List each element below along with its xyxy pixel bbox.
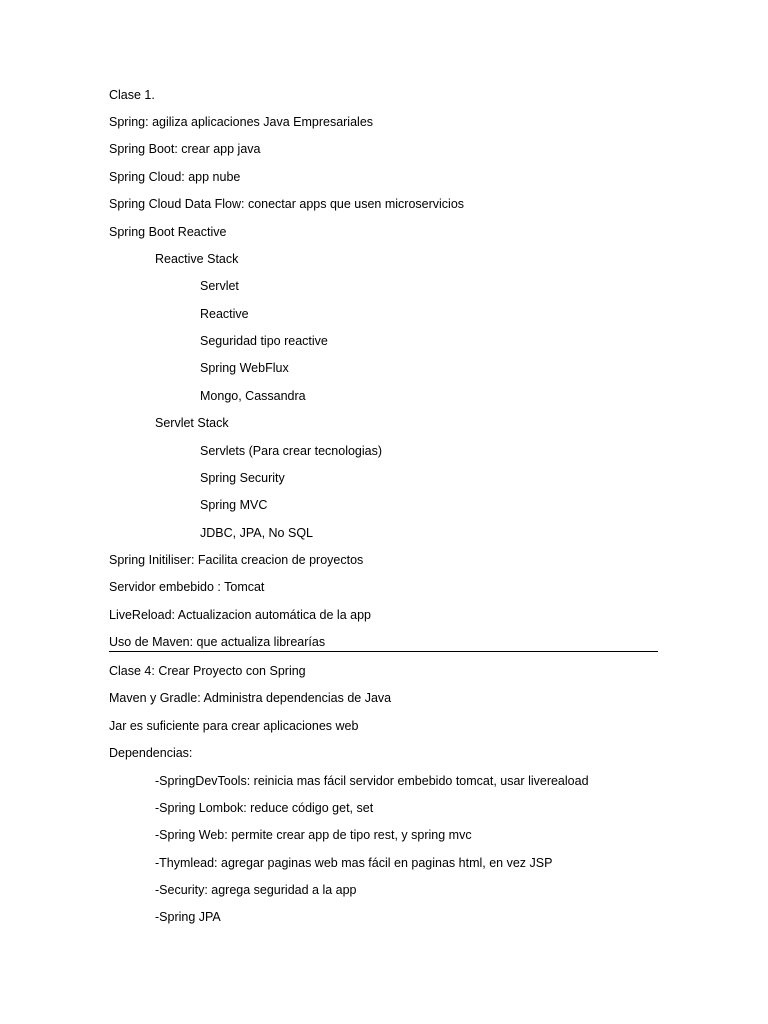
reactive-stack-item: Seguridad tipo reactive [200,334,328,348]
note-line: Servidor embebido : Tomcat [109,580,265,594]
servlet-stack-item: Spring MVC [200,498,268,512]
note-line: Spring Cloud Data Flow: conectar apps que usen microservicios [109,197,465,211]
dependencies-heading: Dependencias: [109,746,193,760]
note-line: Uso de Maven: que actualiza librearías [109,635,326,649]
note-line: Spring: agiliza aplicaciones Java Empresariales [109,115,374,129]
note-line: Jar es suficiente para crear aplicaciones web [109,719,359,733]
note-line: LiveReload: Actualizacion automática de la app [109,608,371,622]
servlet-stack-heading: Servlet Stack [155,416,229,430]
section2-title: Clase 4: Crear Proyecto con Spring [109,664,306,678]
servlet-stack-item: Servlets (Para crear tecnologias) [200,444,383,458]
section-divider [109,651,658,652]
dependency-item: -Spring Web: permite crear app de tipo rest, y spring mvc [155,828,472,842]
reactive-stack-item: Reactive [200,307,249,321]
reactive-stack-item: Servlet [200,279,239,293]
servlet-stack-item: JDBC, JPA, No SQL [200,526,313,540]
reactive-stack-heading: Reactive Stack [155,252,239,266]
dependency-item: -SpringDevTools: reinicia mas fácil servidor embebido tomcat, usar livereaload [155,774,589,788]
note-line: Spring Boot: crear app java [109,142,261,156]
dependency-item: -Security: agrega seguridad a la app [155,883,357,897]
reactive-stack-item: Mongo, Cassandra [200,389,306,403]
note-line: Spring Boot Reactive [109,225,227,239]
dependency-item: -Spring Lombok: reduce código get, set [155,801,374,815]
dependency-item: -Spring JPA [155,910,221,924]
note-line: Spring Initiliser: Facilita creacion de proyectos [109,553,364,567]
note-line: Spring Cloud: app nube [109,170,241,184]
dependency-item: -Thymlead: agregar paginas web mas fácil en paginas html, en vez JSP [155,856,553,870]
reactive-stack-item: Spring WebFlux [200,361,289,375]
note-line: Maven y Gradle: Administra dependencias de Java [109,691,392,705]
servlet-stack-item: Spring Security [200,471,285,485]
section1-title: Clase 1. [109,88,155,102]
